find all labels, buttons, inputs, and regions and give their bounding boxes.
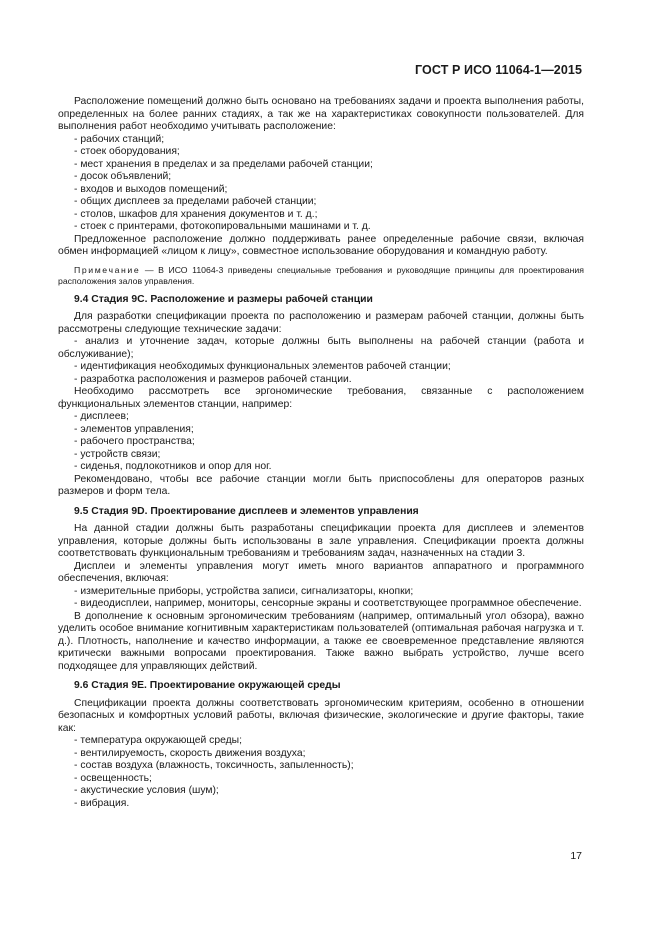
- section-paragraph: Дисплеи и элементы управления могут иметь много вариантов аппаратного и программного обеспечения, включая:: [58, 560, 584, 584]
- list-item: - общих дисплеев за пределами рабочей станции;: [74, 196, 317, 207]
- intro-paragraph: Расположение помещений должно быть основано на требованиях задачи и проекта выполнения работы, определенных на более ранних стадиях, а так же на характеристиках совокупности пользователей. Для выполнения работ необходимо учитывать расположение:: [58, 96, 584, 132]
- list-item: - рабочего пространства;: [74, 436, 195, 447]
- section-paragraph: Спецификации проекта должны соответствовать эргономическим критериям, особенно в отношении безопасных и комфортных условий работы, включая физические, экологические и другие факторы, такие как:: [58, 697, 584, 734]
- section-heading-9-6: 9.6 Стадия 9Е. Проектирование окружающей среды: [74, 680, 341, 691]
- list-item: - устройств связи;: [74, 448, 161, 460]
- list-item: - освещенность;: [74, 772, 152, 784]
- list-item: - мест хранения в пределах и за пределами рабочей станции;: [74, 158, 373, 170]
- list-item: - входов и выходов помещений;: [74, 183, 228, 195]
- list-item: - температура окружающей среды;: [74, 735, 242, 746]
- list-item: - рабочих станций;: [74, 133, 165, 145]
- section-heading-9-5: 9.5 Стадия 9D. Проектирование дисплеев и элементов управления: [74, 505, 419, 517]
- section-paragraph: Рекомендовано, чтобы все рабочие станции могли быть приспособлены для операторов разных размеров и форм тела.: [58, 473, 584, 497]
- list-item: - акустические условия (шум);: [74, 785, 219, 796]
- list-item: - состав воздуха (влажность, токсичность, запыленность);: [74, 760, 354, 771]
- intro-paragraph-2: Предложенное расположение должно поддерживать ранее определенные рабочие связи, включая обмен информацией «лицом к лицу», совместное использование оборудования и командную работу.: [58, 233, 584, 257]
- list-item: - анализ и уточнение задач, которые должны быть выполнены на рабочей станции (работа и обслуживание);: [58, 336, 584, 360]
- list-item: - видеодисплеи, например, мониторы, сенсорные экраны и соответствующее программное обеспечение.: [74, 598, 582, 609]
- main-text: [58, 96, 584, 810]
- list-item: - элементов управления;: [74, 423, 194, 435]
- page-number: 17: [570, 850, 582, 862]
- list-item: - столов, шкафов для хранения документов и т. д.;: [74, 208, 318, 220]
- list-item: - измерительные приборы, устройства записи, сигнализаторы, кнопки;: [74, 585, 414, 597]
- section-paragraph: В дополнение к основным эргономическим требованиям (например, оптимальный угол обзора), важно уделить особое внимание когнитивным характеристикам пользователей (оптимальная рабочая нагрузка и т. д.). Плотность, наполнение и качество информации, а также ее своевременное представление являются критически важными вопросами проектирования. Также важно выбрать устройство, лучше всего подходящее для управляющих действий.: [58, 610, 584, 672]
- note-label: Примечание: [74, 264, 141, 275]
- list-item: - сиденья, подлокотников и опор для ног.: [74, 461, 272, 472]
- list-item: - вентилируемость, скорость движения воздуха;: [74, 747, 306, 759]
- list-item: - идентификация необходимых функциональных элементов рабочей станции;: [74, 361, 451, 372]
- section-paragraph: На данной стадии должны быть разработаны спецификации проекта для дисплеев и элементов управления, которые должны быть использованы в зале управления. Спецификации проекта должны соответствовать функциональным требованиям и требованиям задач, назначенных на стадии 3.: [58, 523, 584, 559]
- list-item: - разработка расположения и размеров рабочей станции.: [74, 373, 352, 385]
- standard-title: ГОСТ Р ИСО 11064-1—2015: [415, 63, 582, 77]
- list-item: - стоек оборудования;: [74, 146, 180, 157]
- list-item: - дисплеев;: [74, 411, 129, 422]
- section-paragraph: Необходимо рассмотреть все эргономические требования, связанные с расположением функциональных элементов станции, например:: [58, 386, 584, 410]
- section-heading-9-4: 9.4 Стадия 9С. Расположение и размеры рабочей станции: [74, 293, 373, 305]
- note: [58, 265, 584, 287]
- section-paragraph: Для разработки спецификации проекта по расположению и размерам рабочей станции, должны быть рассмотрены следующие технические задачи:: [58, 311, 584, 335]
- list-item: - вибрация.: [74, 797, 130, 809]
- note-text: — В ИСО 11064-3 приведены специальные требования и руководящие принципы для проектирования расположения залов управления.: [58, 264, 584, 286]
- list-item: - досок объявлений;: [74, 171, 172, 182]
- list-item: - стоек с принтерами, фотокопировальными машинами и т. д.: [74, 221, 371, 232]
